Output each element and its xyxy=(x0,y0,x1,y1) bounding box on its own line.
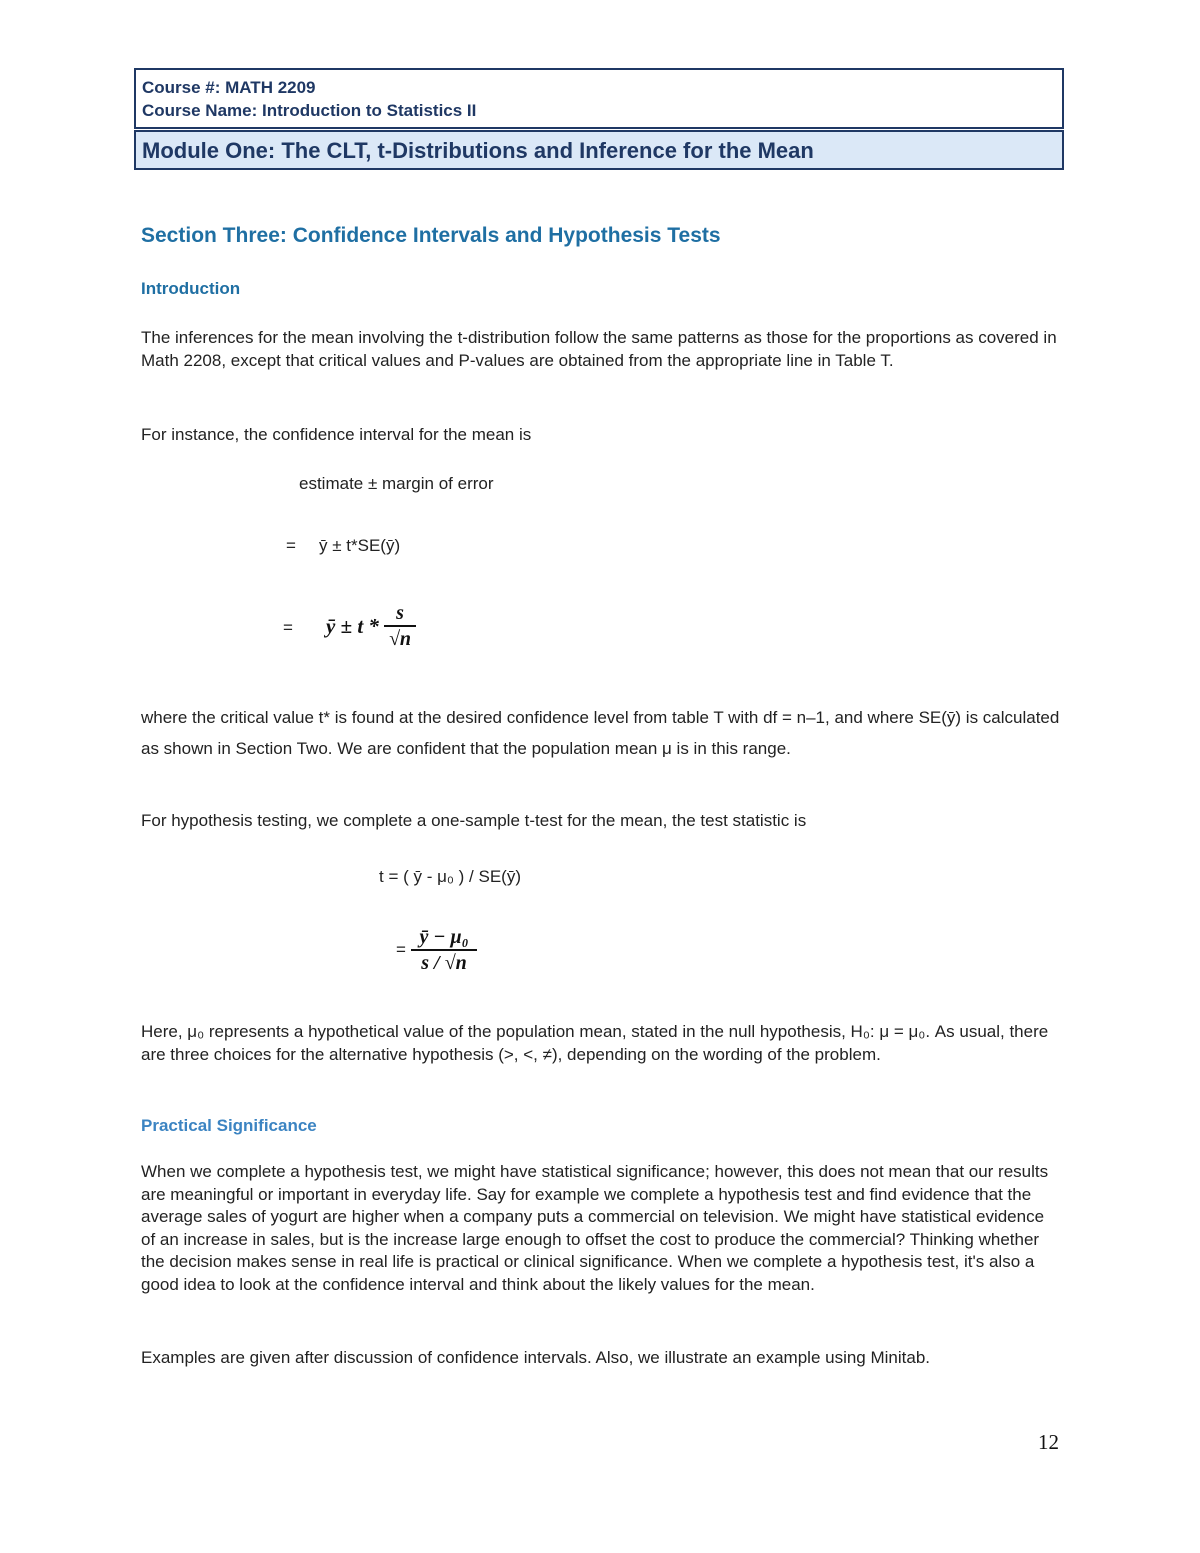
section-title: Section Three: Confidence Intervals and Hypothesis Tests xyxy=(141,224,721,247)
test-formula-numerator: ȳ − μ₀ xyxy=(419,926,469,948)
test-formula-eq-sign: = xyxy=(396,940,406,959)
fraction-bar xyxy=(384,625,416,627)
ci-lead-in: For instance, the confidence interval for the mean is xyxy=(141,425,532,444)
practical-significance-heading: Practical Significance xyxy=(141,1116,317,1135)
module-header-box xyxy=(134,130,1064,170)
introduction-heading: Introduction xyxy=(141,279,241,298)
ci-formula-line1: estimate ± margin of error xyxy=(299,474,494,493)
module-title: Module One: The CLT, t-Distributions and Inference for the Mean xyxy=(142,138,814,163)
course-header-box xyxy=(134,68,1064,129)
test-intro: For hypothesis testing, we complete a one-sample t-test for the mean, the test statistic is xyxy=(141,811,807,830)
practical-significance-paragraph: When we complete a hypothesis test, we might have statistical significance; however, this does not mean that our results are meaningful or important in everyday life. Say for example we complete a hypothesis test and find evidence that the average sales of yogurt are higher when a company puts a commercial on television. We might have statistical evidence of an increase in sales, but is the increase large enough to offset the cost to produce the commercial? Thinking whether the decision makes sense in real life is practical or clinical significance. When we complete a hypothesis test, it's also a good idea to look at the confidence interval and think about the likely values for the mean. xyxy=(141,1162,1049,1294)
ci-formula-line2: ȳ ± t*SE(ȳ) xyxy=(319,536,401,555)
ci-formula-line3-prefix: ȳ ± t * xyxy=(326,614,379,638)
test-formula-line1: t = ( ȳ - μ₀ ) / SE(ȳ) xyxy=(379,867,521,886)
ci-formula-eq-sign-2: = xyxy=(283,618,293,637)
ci-formula-numerator: s xyxy=(396,602,404,624)
closing-paragraph: Examples are given after discussion of confidence intervals. Also, we illustrate an example using Minitab. xyxy=(141,1348,931,1367)
introduction-paragraph: The inferences for the mean involving the t-distribution follow the same patterns as those for the proportions as covered in Math 2208, except that critical values and P-values are obtained from the appropriate line in Table T. xyxy=(141,328,1057,370)
page-number: 12 xyxy=(1038,1430,1059,1454)
ci-explanation: where the critical value t* is found at the desired confidence level from table T with df = n–1, and where SE(ȳ) is calculated as shown in Section Two. We are confident that the population mean μ is in this range. xyxy=(141,708,1060,758)
ci-formula-denominator: √n xyxy=(388,627,412,650)
test-formula-denominator: s / √n xyxy=(421,951,467,974)
test-formula-fraction xyxy=(411,926,477,974)
fraction-bar xyxy=(411,949,477,951)
course-name: Course Name: Introduction to Statistics II xyxy=(142,101,477,120)
course-number: Course #: MATH 2209 xyxy=(142,78,316,97)
test-explanation: Here, μ₀ represents a hypothetical value of the population mean, stated in the null hypothesis, H₀: μ = μ₀. As usual, there are three choices for the alternative hypothesis (>, <, ≠), depending on the wording of the problem. xyxy=(141,1022,1049,1064)
ci-formula-fraction xyxy=(384,602,416,650)
ci-formula-eq-sign-1: = xyxy=(286,536,296,555)
